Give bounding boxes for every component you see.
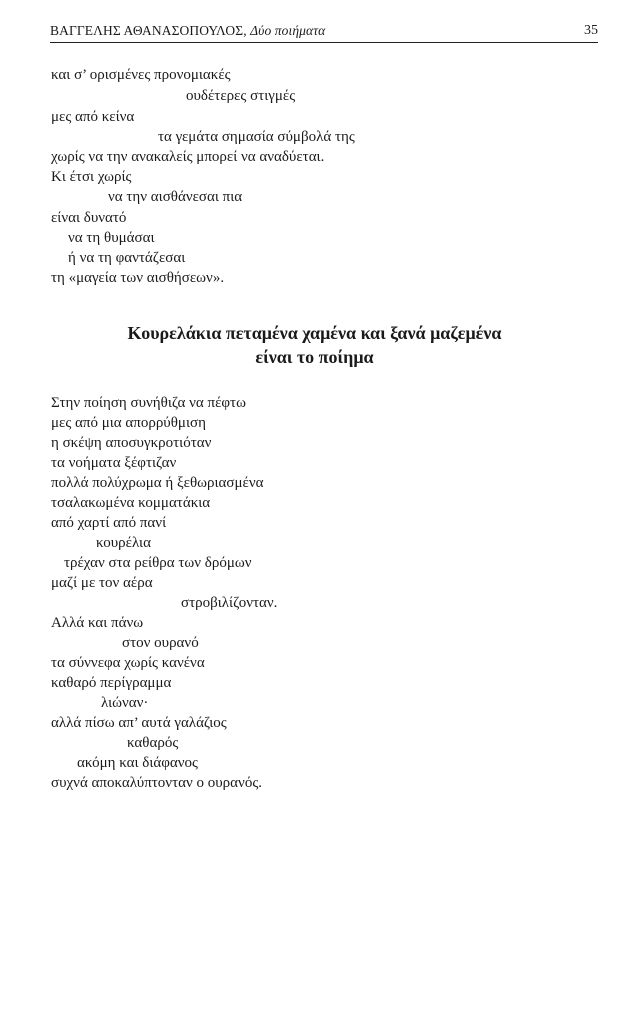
poem-line: μες από κείνα bbox=[51, 109, 135, 125]
poem-line: συχνά αποκαλύπτονταν ο ουρανός. bbox=[51, 775, 263, 791]
header-title bbox=[50, 23, 325, 39]
poem-line: ουδέτερες στιγμές bbox=[186, 88, 296, 104]
poem-line: είναι δυνατό bbox=[51, 210, 127, 226]
poem-line: να τη θυμάσαι bbox=[68, 230, 155, 246]
poem-line: τα νοήματα ξέφτιζαν bbox=[51, 455, 177, 471]
poem-line: και σ’ ορισμένες προνομιακές bbox=[51, 67, 231, 83]
poem-line: χωρίς να την ανακαλείς μπορεί να αναδύεται. bbox=[51, 149, 325, 165]
page-number: 35 bbox=[584, 23, 598, 38]
poem-line: καθαρό περίγραμμα bbox=[51, 675, 172, 691]
poem-line: ή να τη φαντάζεσαι bbox=[68, 250, 186, 266]
poem-line: τη «μαγεία των αισθήσεων». bbox=[51, 270, 225, 286]
header-author: ΒΑΓΓΕΛΗΣ ΑΘΑΝΑΣΟΠΟΥΛΟΣ, bbox=[50, 23, 247, 38]
poem-line: τσαλακωμένα κομματάκια bbox=[51, 495, 211, 511]
poem-title-line-1: Κουρελάκια πεταμένα χαμένα και ξανά μαζεμένα bbox=[127, 323, 502, 343]
poem-line: στον ουρανό bbox=[122, 635, 199, 651]
poem-line: λιώναν· bbox=[101, 695, 149, 711]
poem-title-line-2: είναι το ποίημα bbox=[255, 347, 374, 367]
poem-line: τα γεμάτα σημασία σύμβολά της bbox=[158, 129, 355, 145]
header-work-title: Δύο ποιήματα bbox=[250, 23, 326, 38]
poem-line: να την αισθάνεσαι πια bbox=[108, 189, 243, 205]
poem-line: καθαρός bbox=[127, 735, 179, 751]
poem-line: από χαρτί από πανί bbox=[51, 515, 167, 531]
poem-line: Στην ποίηση συνήθιζα να πέφτω bbox=[51, 395, 246, 411]
poem-line: στροβιλίζονταν. bbox=[181, 595, 278, 611]
poem-line: πολλά πολύχρωμα ή ξεθωριασμένα bbox=[51, 475, 264, 491]
poem-line: τα σύννεφα χωρίς κανένα bbox=[51, 655, 205, 671]
poem-line: Κι έτσι χωρίς bbox=[51, 169, 132, 185]
poem-line: ακόμη και διάφανος bbox=[77, 755, 198, 771]
poem-line: κουρέλια bbox=[96, 535, 151, 551]
poem-line: τρέχαν στα ρείθρα των δρόμων bbox=[64, 555, 252, 571]
poem-line: η σκέψη αποσυγκροτιόταν bbox=[51, 435, 212, 451]
poem-line: μες από μια απορρύθμιση bbox=[51, 415, 206, 431]
running-header bbox=[50, 20, 598, 43]
poem-line: Αλλά και πάνω bbox=[51, 615, 144, 631]
poem-line: μαζί με τον αέρα bbox=[51, 575, 153, 591]
poem-line: αλλά πίσω απ’ αυτά γαλάζιος bbox=[51, 715, 227, 731]
